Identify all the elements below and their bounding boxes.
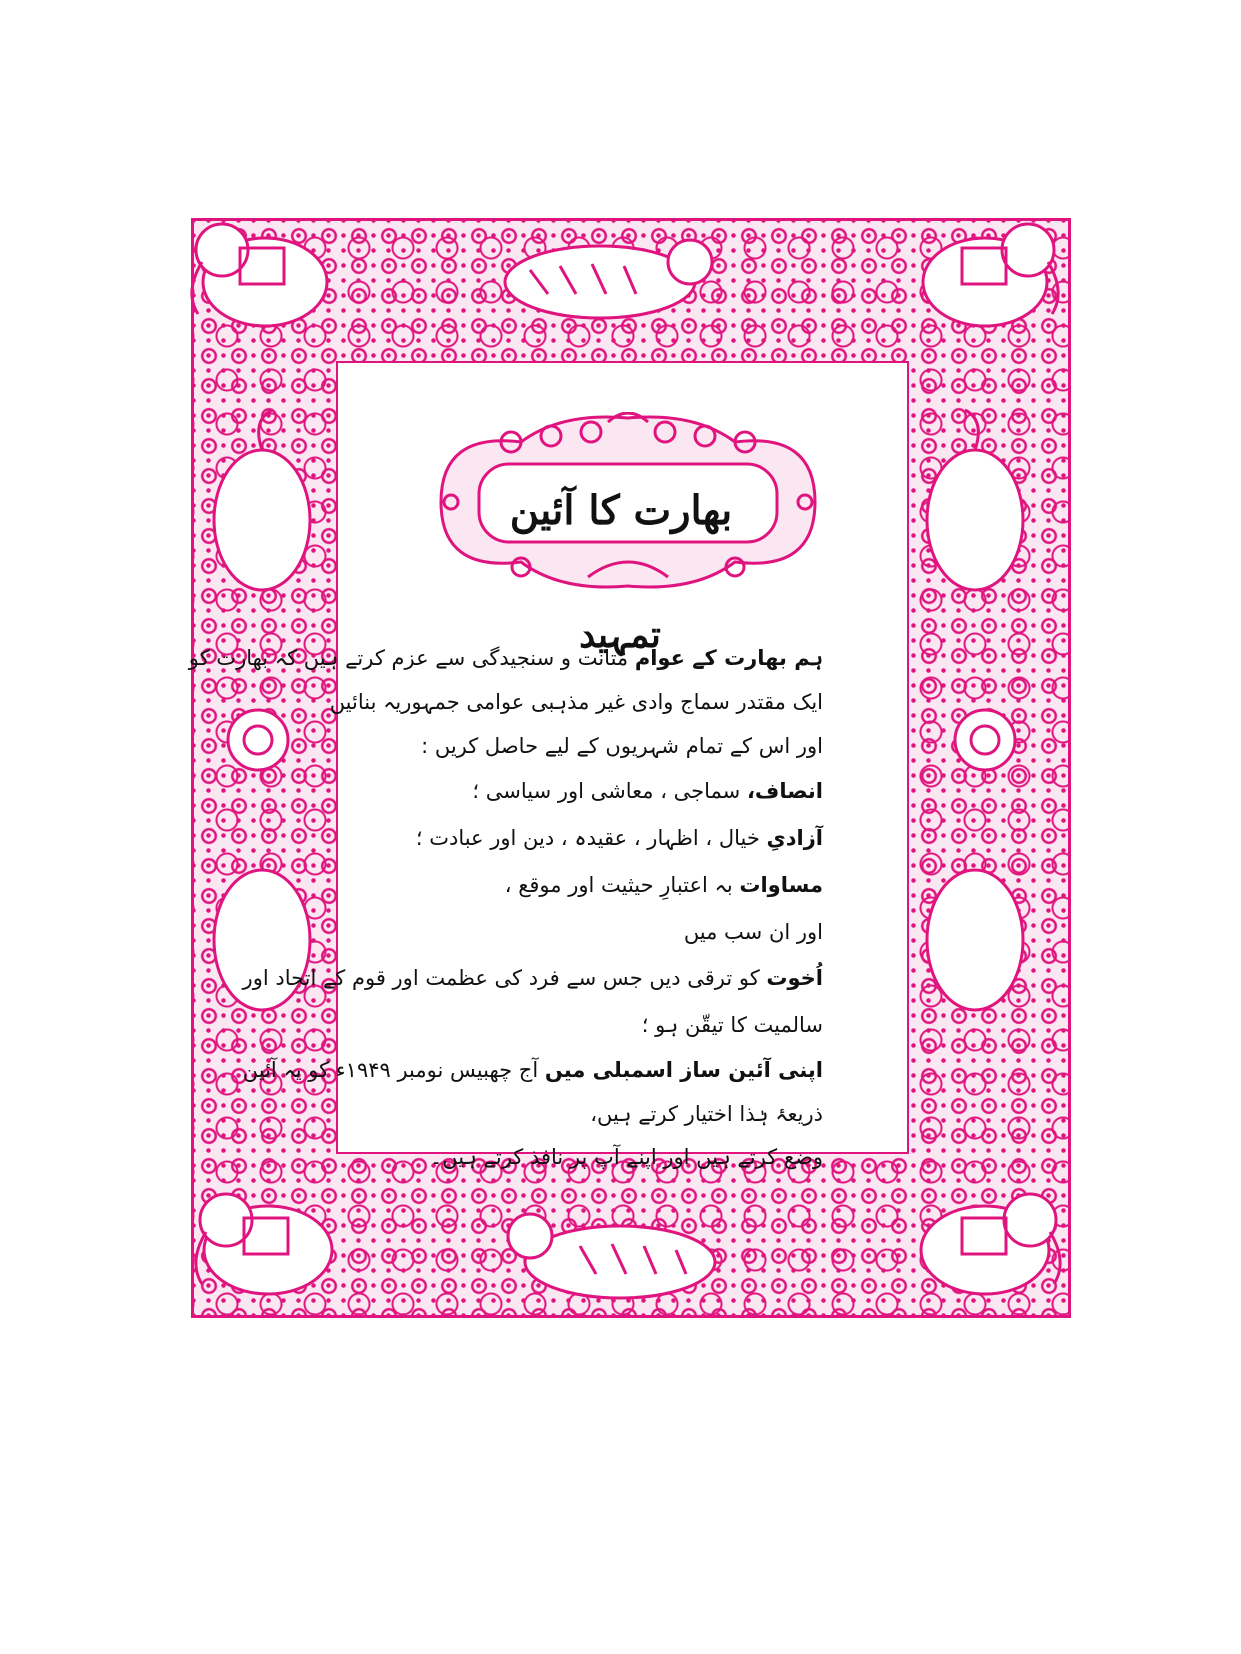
preamble-rest: آج چھبیس نومبر ۱۹۴۹ء کو یہ آئین: [242, 1058, 545, 1082]
lotus-left-icon: [228, 710, 288, 770]
elephant-bottom-right-icon: [921, 1194, 1060, 1294]
peacock-right-icon: [927, 410, 1023, 1010]
preamble-rest: بہ اعتبارِ حیثیت اور موقع ،: [504, 873, 740, 897]
preamble-rest: خیال ، اظہار ، عقیدہ ، دین اور عبادت ؛: [415, 826, 767, 850]
tiger-top-icon: [505, 240, 712, 318]
elephant-top-right-icon: [923, 224, 1058, 326]
preamble-lead: آزادیِ: [766, 826, 823, 850]
preamble-rest: ایک مقتدر سماج وادی غیر مذہبی عوامی جمہوریہ بنائیں: [329, 690, 823, 714]
preamble-line: [430, 1145, 823, 1169]
preamble-lead: ہم بھارت کے عوام: [634, 646, 823, 670]
preamble-rest: کو ترقی دیں جس سے فرد کی عظمت اور قوم کے اتحاد اور: [242, 966, 767, 990]
preamble-rest: ذریعۂ ہٰذا اختیار کرتے ہیں،: [590, 1102, 823, 1126]
preamble-lead: اپنی آئین ساز اسمبلی میں: [544, 1058, 823, 1082]
tiger-bottom-icon: [508, 1214, 715, 1298]
preamble-line: [590, 1102, 823, 1126]
preamble-rest: وضع کرتے ہیں اور اپنے آپ پر نافذ کرتے ہیں۔: [429, 1145, 823, 1169]
lotus-right-icon: [955, 710, 1015, 770]
preamble-lead: اُخوت: [766, 966, 823, 990]
preamble-line: [330, 690, 823, 714]
preamble-line: [421, 734, 823, 758]
preamble-rest: اور ان سب میں: [683, 920, 823, 944]
preamble-rest: سالمیت کا تیقّن ہو ؛: [641, 1013, 823, 1037]
preamble-rest: سماجی ، معاشی اور سیاسی ؛: [472, 779, 747, 803]
preamble-line: [642, 1013, 823, 1037]
preamble-line: [243, 1058, 823, 1082]
preamble-line: [472, 779, 823, 803]
preamble-lead: انصاف،: [746, 779, 823, 803]
preamble-lead: مساوات: [739, 873, 823, 897]
preamble-rest: اور اس کے تمام شہریوں کے لیے حاصل کریں :: [421, 734, 823, 758]
elephant-bottom-left-icon: [196, 1194, 332, 1294]
preamble-line: [416, 826, 823, 850]
preamble-heading: تمہید: [579, 614, 661, 656]
preamble-line: [505, 873, 823, 897]
preamble-line: [243, 966, 823, 990]
preamble-rest: متانت و سنجیدگی سے عزم کرتے ہیں کہ بھارت کو: [188, 646, 635, 670]
preamble-line: [684, 920, 823, 944]
elephant-top-left-icon: [192, 224, 327, 326]
preamble-line: [189, 646, 823, 670]
constitution-title: بھارت کا آئین: [509, 487, 733, 534]
